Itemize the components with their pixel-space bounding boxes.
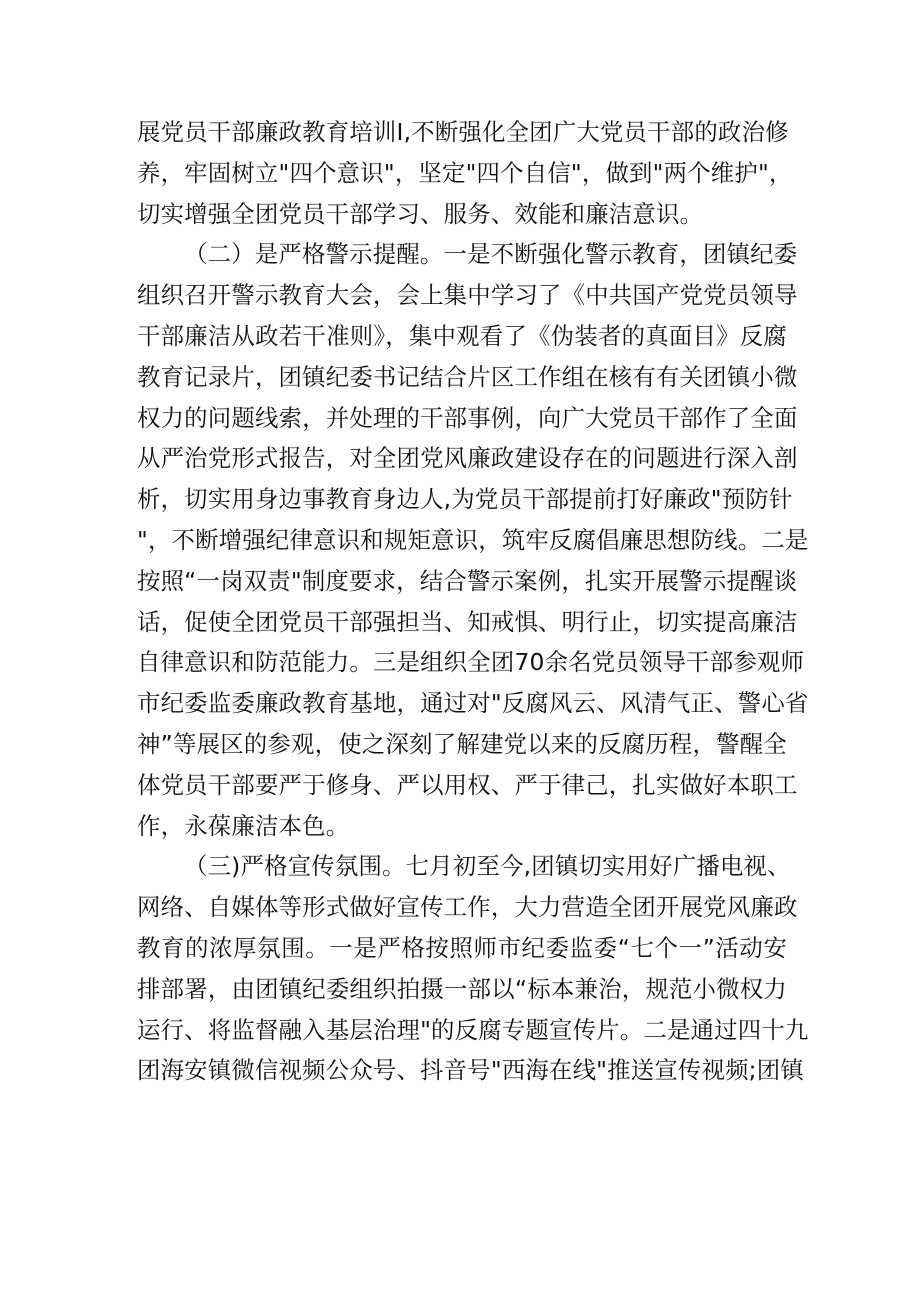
text-line: 干部廉洁从政若干准则》，集中观看了《伪装者的真面目》反腐 [137, 321, 787, 350]
text-line: 网络、自媒体等形式做好宣传工作，大力营造全团开展党风廉政 [137, 893, 798, 922]
text-line: 排部署，由团镇纪委组织拍摄一部以“标本兼治，规范小微权力 [137, 974, 787, 1003]
text-line: 自律意识和防范能力。三是组织全团70余名党员领导干部参观师 [137, 648, 805, 677]
paragraph-3 [137, 846, 809, 1091]
text-line: 展党员干部廉政教育培训I,不断强化全团广大党员干部的政治修 [137, 118, 789, 146]
text-line: 运行、将监督融入基层治理"的反腐专题宣传片。二是通过四十九 [137, 1015, 809, 1044]
text-line: 从严治党形式报告，对全团党风廉政建设存在的问题进行深入剖 [137, 444, 798, 473]
text-line: 析，切实用身边事教育身边人,为党员干部提前打好廉政"预防针 [137, 485, 793, 514]
paragraph-2 [137, 234, 809, 846]
text-line: 体党员干部要严于修身、严以用权、严于律己，扎实做好本职工 [137, 770, 798, 799]
document-body [137, 112, 809, 1091]
text-line: 团海安镇微信视频公众号、抖音号"西海在线"推送宣传视频;团镇 [137, 1056, 804, 1085]
paragraph-1 [137, 112, 793, 234]
text-line: 养，牢固树立"四个意识"，坚定"四个自信"，做到"两个维护"， [137, 158, 793, 187]
text-line: 组织召开警示教育大会，会上集中学习了《中共国产党党员领导 [137, 281, 798, 310]
text-line: 教育记录片，团镇纪委书记结合片区工作组在核有有关团镇小微 [137, 362, 798, 391]
text-line: 作，永葆廉洁本色。 [137, 811, 350, 840]
text-line: 权力的问题线索，并处理的干部事例，向广大党员干部作了全面 [137, 403, 798, 432]
text-line: 话，促使全团党员干部强担当、知戒惧、明行止，切实提高廉洁 [137, 607, 798, 636]
text-line: 切实增强全团党员干部学习、服务、效能和廉洁意识。 [137, 199, 704, 228]
text-line: （三)严格宣传氛围。七月初至今,团镇切实用好广播电视、 [184, 852, 791, 881]
text-line: "，不断增强纪律意识和规矩意识，筑牢反腐倡廉思想防线。二是 [137, 525, 809, 554]
text-line: 市纪委监委廉政教育基地，通过对"反腐风云、风清气正、警心省 [137, 689, 809, 718]
text-line: 按照“一岗双责"制度要求，结合警示案例，扎实开展警示提醒谈 [137, 566, 798, 595]
text-line: 教育的浓厚氛围。一是严格按照师市纪委监委“七个一”活动安 [137, 933, 787, 962]
text-line: 神”等展区的参观，使之深刻了解建党以来的反腐历程，警醒全 [137, 729, 787, 758]
text-line: （二）是严格警示提醒。一是不断强化警示教育，团镇纪委 [184, 240, 798, 269]
